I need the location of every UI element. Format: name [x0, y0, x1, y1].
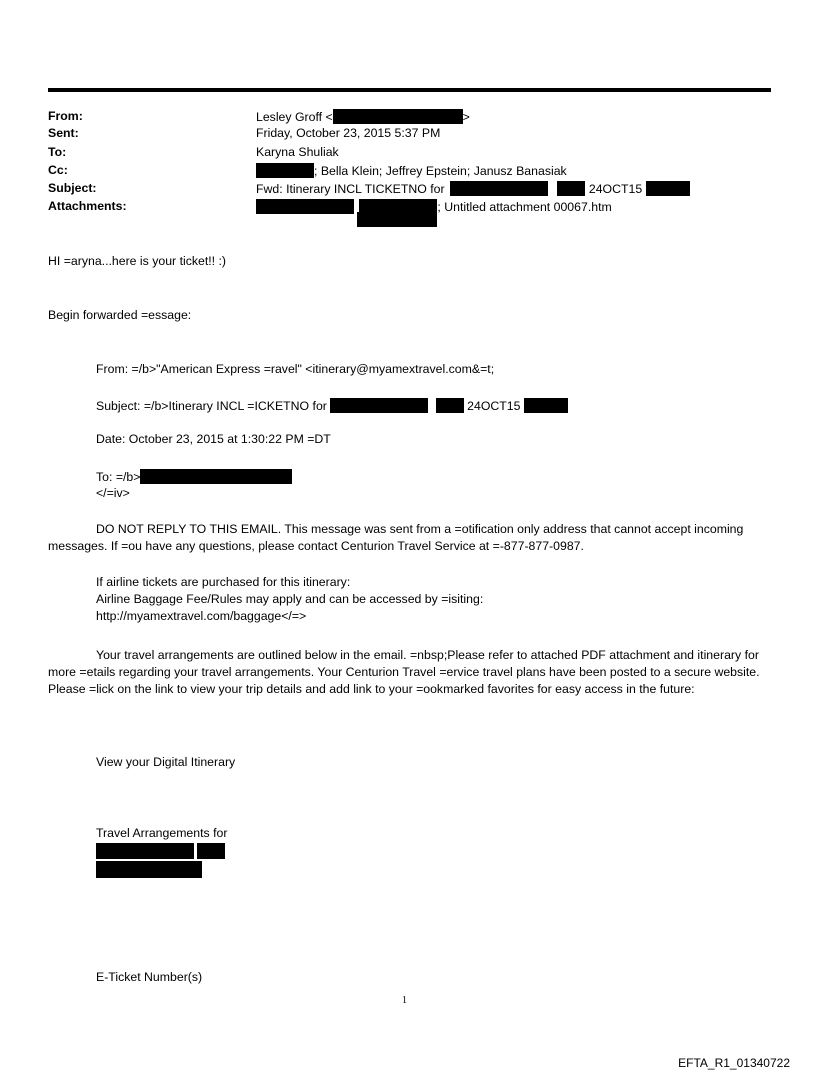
redaction-box [330, 398, 428, 413]
redaction-box [96, 843, 194, 859]
redaction-box [357, 212, 437, 227]
redaction-box [450, 181, 548, 196]
baggage-line-1: If airline tickets are purchased for this itinerary: [96, 575, 351, 589]
from-name: Lesley Groff < [256, 110, 333, 124]
redaction-box [524, 398, 568, 413]
fwd-to-text: To: =/b> [96, 470, 141, 484]
sent-label: Sent: [48, 126, 79, 140]
redaction-box [436, 398, 464, 413]
greeting: HI =aryna...here is your ticket!! :) [48, 254, 227, 268]
fwd-subject-date: 24OCT15 [467, 399, 521, 413]
fwd-subject-text: Subject: =/b>Itinerary INCL =ICKETNO for [96, 399, 327, 413]
redaction-box [197, 843, 225, 859]
subject-label: Subject: [48, 181, 97, 195]
baggage-line-2: Airline Baggage Fee/Rules may apply and can be accessed by =isiting: [96, 592, 484, 606]
attachments-label: Attachments: [48, 199, 127, 213]
baggage-link[interactable]: http://myamextravel.com/baggage</=> [96, 609, 307, 623]
redaction-box [333, 109, 463, 124]
arrangements-paragraph: Your travel arrangements are outlined below in the email. =nbsp;Please refer to attached PDF attachment and itinerary for more =etails regarding your travel arrangements. Your Centurion Travel =ervice travel plans have been posted to a secure website. Please =lick on the link to view your trip details and add link to your =ookmarked favorites for easy access in the future: [48, 648, 760, 696]
notice-paragraph: DO NOT REPLY TO THIS EMAIL. This message was sent from a =otification only address that cannot accept incoming messages. If =ou have any questions, please contact Centurion Travel Service at =-877-877-0987. [48, 522, 744, 553]
subject-date: 24OCT15 [588, 182, 643, 196]
subject-text: Fwd: Itinerary INCL TICKETNO for [256, 182, 445, 196]
to-value: Karyna Shuliak [256, 145, 339, 159]
travel-arrangements-heading: Travel Arrangements for [96, 826, 228, 840]
to-label: To: [48, 145, 67, 159]
fwd-subject [96, 398, 568, 414]
redaction-box [646, 181, 690, 196]
fwd-from: From: =/b>"American Express =ravel" <itinerary@myamextravel.com&=t; [96, 362, 495, 376]
redaction-box [557, 181, 585, 196]
subject-value [256, 181, 690, 197]
eticket-heading: E-Ticket Number(s) [96, 970, 203, 984]
sent-value: Friday, October 23, 2015 5:37 PM [256, 126, 441, 140]
header-rule [48, 88, 771, 92]
page-number: 1 [402, 995, 407, 1006]
fwd-to [96, 469, 292, 485]
view-itinerary-link[interactable]: View your Digital Itinerary [96, 755, 236, 769]
from-label: From: [48, 109, 83, 123]
redaction-box [140, 469, 292, 484]
from-close: > [462, 110, 470, 124]
cc-value [256, 163, 567, 179]
redaction-box [256, 199, 354, 214]
from-value [256, 109, 470, 125]
cc-names: ; Bella Klein; Jeffrey Epstein; Janusz Banasiak [314, 164, 567, 178]
redaction-box [256, 163, 314, 178]
redaction-box [96, 861, 202, 878]
fwd-div: </=iv> [96, 486, 130, 500]
document-id: EFTA_R1_01340722 [678, 1056, 790, 1070]
cc-label: Cc: [48, 163, 68, 177]
fwd-date: Date: October 23, 2015 at 1:30:22 PM =DT [96, 432, 331, 446]
begin-forwarded: Begin forwarded =essage: [48, 308, 192, 322]
attachments-text: ; Untitled attachment 00067.htm [437, 200, 612, 214]
